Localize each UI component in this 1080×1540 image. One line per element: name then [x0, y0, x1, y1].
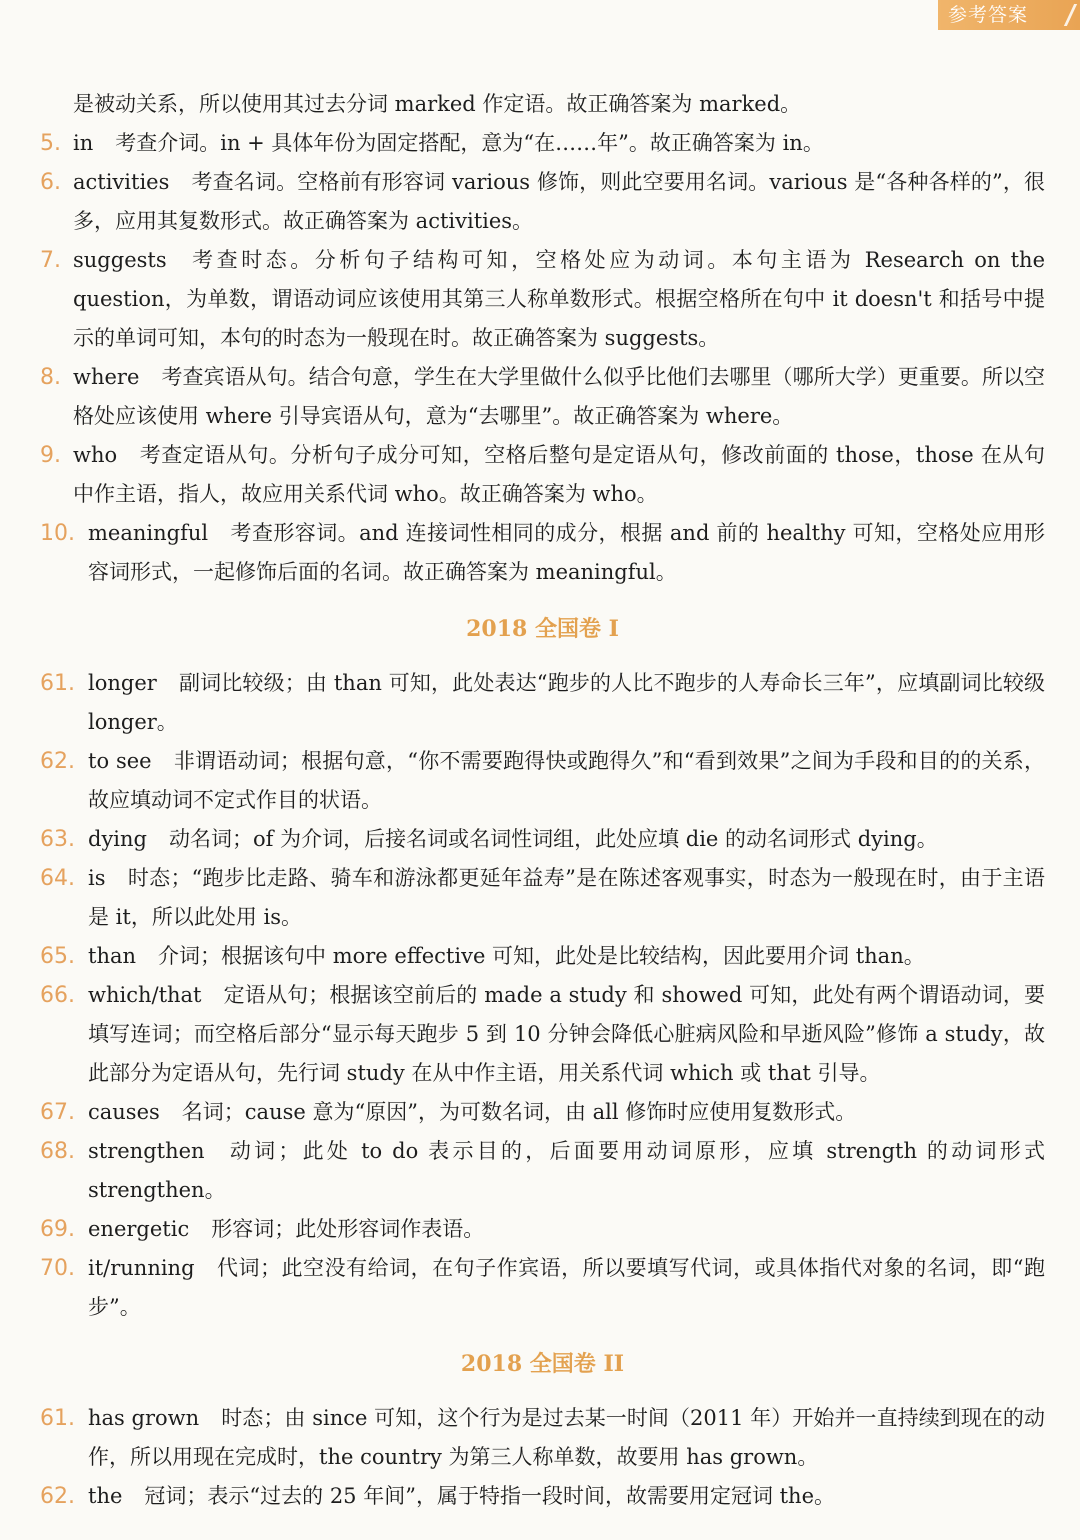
item-number: 64. — [40, 866, 75, 891]
item-body — [73, 358, 1045, 436]
item-body — [88, 1093, 1045, 1132]
section-title: 2018 全国卷 I — [466, 616, 619, 642]
answer-item — [40, 1399, 1045, 1477]
section-tab-answers: 参考答案 — [938, 0, 1080, 30]
answer-item — [40, 820, 1045, 859]
item-number: 65. — [40, 944, 75, 969]
answer-item — [40, 241, 1045, 358]
answer-item — [40, 1093, 1045, 1132]
item-body — [73, 436, 1045, 514]
continuation-line: 是被动关系，所以使用其过去分词 marked 作定语。故正确答案为 marked。 — [73, 92, 802, 116]
explanation-text: 考查定语从句。分析句子成分可知，空格后整句是定语从句，修改前面的 those，those 在从句中作主语，指人，故应用关系代词 who。故正确答案为 who。 — [73, 443, 1045, 506]
item-number: 69. — [40, 1217, 75, 1242]
answer-item — [40, 742, 1045, 820]
answer-word: suggests — [73, 248, 167, 272]
answer-item — [40, 124, 1045, 163]
item-body — [73, 124, 1045, 163]
item-number: 10. — [40, 521, 75, 546]
explanation-text: 考查宾语从句。结合句意，学生在大学里做什么似乎比他们去哪里（哪所大学）更重要。所以空格处应该使用 where 引导宾语从句，意为“去哪里”。故正确答案为 where。 — [73, 365, 1045, 428]
explanation-text: 动名词；of 为介词，后接名词或名词性词组，此处应填 die 的动名词形式 dying。 — [169, 827, 938, 851]
answer-word: the — [88, 1484, 123, 1508]
explanation-text: 时态；“跑步比走路、骑车和游泳都更延年益寿”是在陈述客观事实，时态为一般现在时，由于主语是 it，所以此处用 is。 — [88, 866, 1045, 929]
item-body — [88, 1249, 1045, 1327]
answer-content — [40, 85, 1045, 1516]
answer-item — [40, 976, 1045, 1093]
explanation-text: 时态；由 since 可知，这个行为是过去某一时间（2011 年）开始并一直持续到现在的动作，所以用现在完成时，the country 为第三人称单数，故要用 has grown。 — [88, 1406, 1045, 1469]
item-body — [88, 514, 1045, 592]
item-number: 66. — [40, 983, 75, 1008]
explanation-text: 副词比较级；由 than 可知，此处表达“跑步的人比不跑步的人寿命长三年”，应填副词比较级 longer。 — [88, 671, 1045, 734]
item-number: 68. — [40, 1139, 75, 1164]
answer-word: longer — [88, 671, 157, 695]
item-number: 62. — [40, 749, 75, 774]
explanation-text: 考查介词。in + 具体年份为固定搭配，意为“在……年”。故正确答案为 in。 — [115, 131, 824, 155]
explanation-text: 代词；此空没有给词，在句子作宾语，所以要填写代词，或具体指代对象的名词，即“跑步”。 — [88, 1256, 1045, 1319]
explanation-text: 动词；此处 to do 表示目的，后面要用动词原形，应填 strength 的动词形式 strengthen。 — [88, 1139, 1045, 1202]
explanation-text: 考查名词。空格前有形容词 various 修饰，则此空要用名词。various 是“各种各样的”，很多，应用其复数形式。故正确答案为 activities。 — [73, 170, 1045, 233]
item-body — [88, 820, 1045, 859]
section-title: 2018 全国卷 II — [460, 1351, 625, 1377]
answer-word: has grown — [88, 1406, 200, 1430]
answer-word: is — [88, 866, 106, 890]
explanation-text: 定语从句；根据该空前后的 made a study 和 showed 可知，此处有两个谓语动词，要填写连词；而空格后部分“显示每天跑步 5 到 10 分钟会降低心脏病风险和早逝风险”修饰 a study，故此部分为定语从句，先行词 study 在从中作主语，用关系代词 which 或 that 引导。 — [88, 983, 1045, 1085]
answer-item — [40, 163, 1045, 241]
answer-word: dying — [88, 827, 147, 851]
answer-item — [40, 436, 1045, 514]
explanation-text: 考查时态。分析句子结构可知，空格处应为动词。本句主语为 Research on the question，为单数，谓语动词应该使用其第三人称单数形式。根据空格所在句中 it doesn't 和括号中提示的单词可知，本句的时态为一般现在时。故正确答案为 suggests。 — [73, 248, 1045, 350]
item-number: 6. — [40, 170, 61, 195]
answer-word: strengthen — [88, 1139, 205, 1163]
answer-item — [40, 1477, 1045, 1516]
answer-word: meaningful — [88, 521, 209, 545]
answer-item — [40, 937, 1045, 976]
item-body — [88, 859, 1045, 937]
answer-item — [40, 514, 1045, 592]
explanation-text: 非谓语动词；根据句意，“你不需要跑得快或跑得久”和“看到效果”之间为手段和目的的关系，故应填动词不定式作目的状语。 — [88, 749, 1045, 812]
item-body — [88, 1477, 1045, 1516]
item-number: 62. — [40, 1484, 75, 1509]
answer-item — [40, 1249, 1045, 1327]
item-number: 7. — [40, 248, 61, 273]
item-body — [88, 937, 1045, 976]
explanation-text: 介词；根据该句中 more effective 可知，此处是比较结构，因此要用介词 than。 — [158, 944, 925, 968]
explanation-text: 冠词；表示“过去的 25 年间”，属于特指一段时间，故需要用定冠词 the。 — [144, 1484, 836, 1508]
item-body — [88, 664, 1045, 742]
answer-word: which/that — [88, 983, 202, 1007]
answer-word: than — [88, 944, 137, 968]
item-body — [73, 163, 1045, 241]
answer-item — [40, 859, 1045, 937]
item-body — [88, 1132, 1045, 1210]
item-number: 9. — [40, 443, 61, 468]
answer-word: energetic — [88, 1217, 190, 1241]
item-body — [88, 742, 1045, 820]
item-number: 61. — [40, 671, 75, 696]
answer-item — [40, 664, 1045, 742]
answer-word: to see — [88, 749, 152, 773]
item-body — [73, 241, 1045, 358]
answer-word: where — [73, 365, 140, 389]
answer-word: activities — [73, 170, 170, 194]
explanation-text: 考查形容词。and 连接词性相同的成分，根据 and 前的 healthy 可知，空格处应用形容词形式，一起修饰后面的名词。故正确答案为 meaningful。 — [88, 521, 1045, 584]
item-number: 5. — [40, 131, 61, 156]
answer-word: causes — [88, 1100, 160, 1124]
item-number: 8. — [40, 365, 61, 390]
explanation-text: 名词；cause 意为“原因”，为可数名词，由 all 修饰时应使用复数形式。 — [181, 1100, 857, 1124]
item-body — [88, 1399, 1045, 1477]
explanation-text: 形容词；此处形容词作表语。 — [211, 1217, 485, 1241]
answer-word: it/running — [88, 1256, 195, 1280]
answer-word: who — [73, 443, 118, 467]
item-body — [88, 976, 1045, 1093]
item-number: 61. — [40, 1406, 75, 1431]
item-number: 70. — [40, 1256, 75, 1281]
answer-sections — [40, 124, 1045, 1516]
answer-item — [40, 1210, 1045, 1249]
item-body — [88, 1210, 1045, 1249]
answer-word: in — [73, 131, 94, 155]
item-number: 67. — [40, 1100, 75, 1125]
answer-item — [40, 1132, 1045, 1210]
item-number: 63. — [40, 827, 75, 852]
answer-item — [40, 358, 1045, 436]
